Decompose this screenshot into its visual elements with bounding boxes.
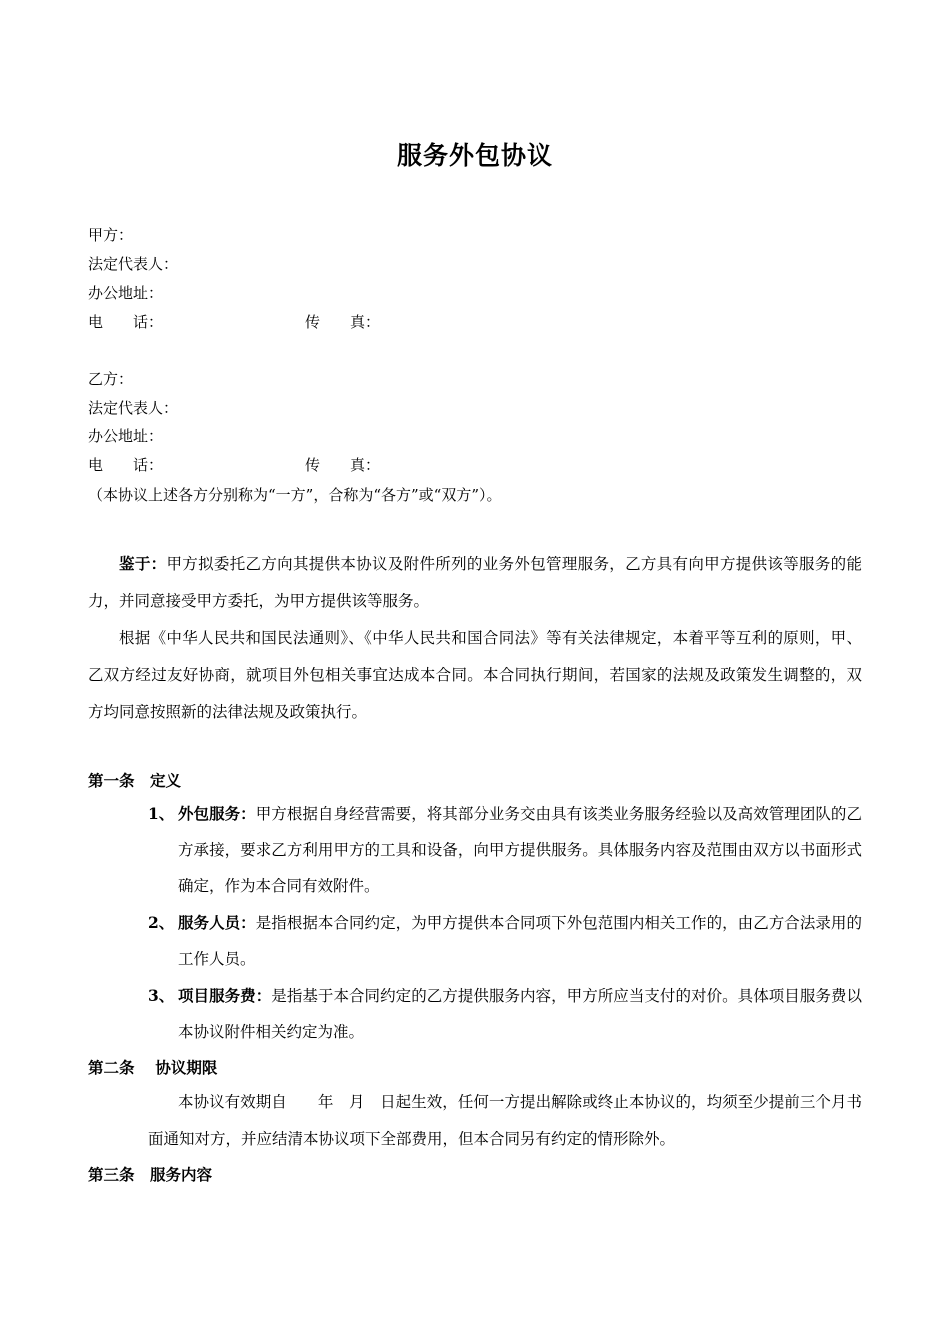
article-2-text: 本协议有效期自 年 月 日起生效，任何一方提出解除或终止本协议的，均须至少提前三个月书面通知对方，并应结清本协议项下全部费用，但本合同另有约定的情形除外。 xyxy=(148,1093,862,1148)
party-a-tel-label: 电 话： xyxy=(88,313,164,331)
whereas-text: 甲方拟委托乙方向其提供本协议及附件所列的业务外包管理服务，乙方具有向甲方提供该等服务的能力，并同意接受甲方委托，为甲方提供该等服务。 xyxy=(88,555,862,610)
item-number: 1、 xyxy=(148,804,175,823)
definition-item-2 xyxy=(148,905,862,977)
party-a-address-label: 办公地址： xyxy=(88,284,164,302)
party-a-fax-label: 传 真： xyxy=(305,313,381,331)
party-b-rep-label: 法定代表人： xyxy=(88,399,179,417)
item-text: 是指根据本合同约定，为甲方提供本合同项下外包范围内相关工作的，由乙方合法录用的工作人员。 xyxy=(178,914,862,968)
item-term: 项目服务费： xyxy=(178,986,272,1005)
preamble xyxy=(88,545,862,731)
basis-paragraph: 根据《中华人民共和国民法通则》、《中华人民共和国合同法》等有关法律规定，本着平等互利的原则，甲、乙双方经过友好协商，就项目外包相关事宜达成本合同。本合同执行期间，若国家的法规及政策发生调整的，双方均同意按照新的法律法规及政策执行。 xyxy=(88,629,862,721)
item-number: 2、 xyxy=(148,913,175,932)
party-b-fax-label: 传 真： xyxy=(305,456,381,474)
whereas-paragraph xyxy=(88,545,862,620)
article-3-heading: 第三条 服务内容 xyxy=(88,1165,213,1184)
article-1-heading: 第一条 定义 xyxy=(88,771,182,790)
item-number: 3、 xyxy=(148,986,175,1005)
item-term: 外包服务： xyxy=(178,804,256,823)
article-2-heading: 第二条 协议期限 xyxy=(88,1058,218,1077)
party-a-name-label: 甲方： xyxy=(88,226,134,244)
item-text: 甲方根据自身经营需要，将其部分业务交由具有该类业务服务经验以及高效管理团队的乙方承接，要求乙方利用甲方的工具和设备，向甲方提供服务。具体服务内容及范围由双方以书面形式确定，作为本合同有效附件。 xyxy=(178,805,862,895)
item-term: 服务人员： xyxy=(178,913,256,932)
party-b-name-label: 乙方： xyxy=(88,370,134,388)
parties-note: （本协议上述各方分别称为“一方”，合称为“各方”或“双方”）。 xyxy=(88,486,502,504)
party-a-rep-label: 法定代表人： xyxy=(88,255,179,273)
definition-item-3 xyxy=(148,978,862,1050)
party-b-address-label: 办公地址： xyxy=(88,427,164,445)
whereas-label: 鉴于： xyxy=(119,554,167,573)
definition-item-1 xyxy=(148,796,862,904)
item-text: 是指基于本合同约定的乙方提供服务内容，甲方所应当支付的对价。具体项目服务费以本协议附件相关约定为准。 xyxy=(178,987,862,1041)
document-title: 服务外包协议 xyxy=(396,141,553,170)
party-b-tel-label: 电 话： xyxy=(88,456,164,474)
